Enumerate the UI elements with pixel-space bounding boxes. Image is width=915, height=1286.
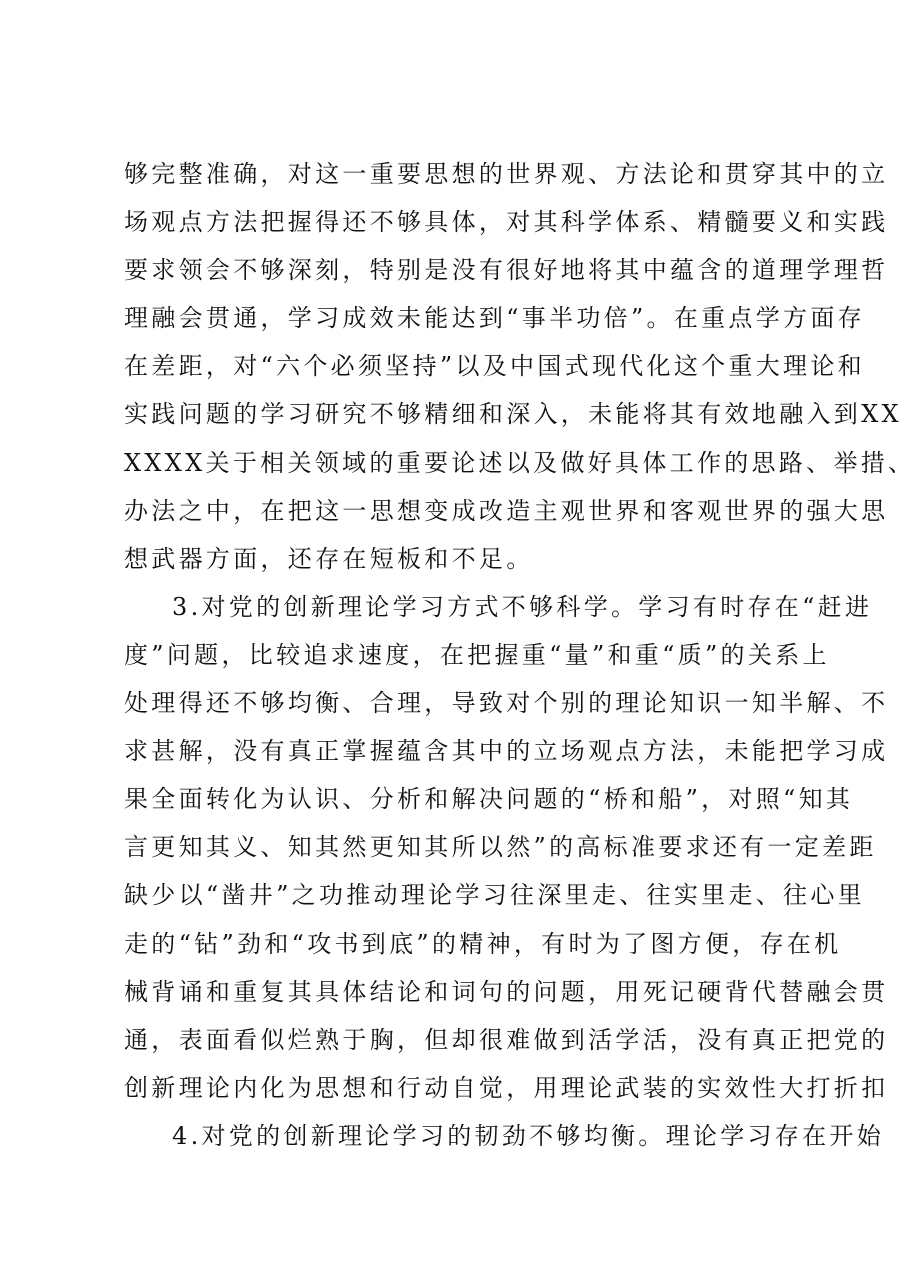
text-line: 通，表面看似烂熟于胸，但却很难做到活学活，没有真正把党的 [124, 1025, 889, 1054]
text-line: 求甚解，没有真正掌握蕴含其中的立场观点方法，未能把学习成 [124, 737, 889, 766]
text-line: 想武器方面，还存在短板和不足。 [124, 544, 534, 573]
text-line: 创新理论内化为思想和行动自觉，用理论武装的实效性大打折扣 [124, 1073, 889, 1102]
text-line: 实践问题的学习研究不够精细和深入，未能将其有效地融入到XX [124, 400, 902, 429]
paragraph-3-heading-line: 3.对党的创新理论学习方式不够科学。学习有时存在“赶进 [172, 592, 873, 621]
text-line: 言更知其义、知其然更知其所以然”的高标准要求还有一定差距 [124, 833, 877, 862]
text-line: 度”问题，比较追求速度，在把握重“量”和重“质”的关系上 [124, 640, 830, 669]
text-line: 在差距，对“六个必须坚持”以及中国式现代化这个重大理论和 [124, 352, 865, 381]
text-line: 缺少以“凿井”之功推动理论学习往深里走、往实里走、往心里 [124, 881, 865, 910]
body-text [124, 150, 915, 1160]
text-line: 果全面转化为认识、分析和解决问题的“桥和船”，对照“知其 [124, 785, 854, 814]
text-line: 处理得还不够均衡、合理，导致对个别的理论知识一知半解、不 [124, 689, 889, 718]
text-line: 械背诵和重复其具体结论和词句的问题，用死记硬背代替融会贯 [124, 977, 889, 1006]
text-line: 够完整准确，对这一重要思想的世界观、方法论和贯穿其中的立 [124, 160, 889, 188]
text-line: 办法之中，在把这一思想变成改造主观世界和客观世界的强大思 [124, 496, 889, 525]
text-line: 场观点方法把握得还不够具体，对其科学体系、精髓要义和实践 [124, 208, 889, 237]
text-line: 理融会贯通，学习成效未能达到“事半功倍”。在重点学方面存 [124, 304, 865, 333]
paragraph-4-heading-line: 4.对党的创新理论学习的韧劲不够均衡。理论学习存在开始 [172, 1121, 884, 1150]
text-line: 走的“钻”劲和“攻书到底”的精神，有时为了图方便，存在机 [124, 929, 842, 958]
text-line: 要求领会不够深刻，特别是没有很好地将其中蕴含的道理学理哲 [124, 256, 889, 285]
text-line: XXXX关于相关领域的重要论述以及做好具体工作的思路、举措、 [124, 448, 915, 477]
